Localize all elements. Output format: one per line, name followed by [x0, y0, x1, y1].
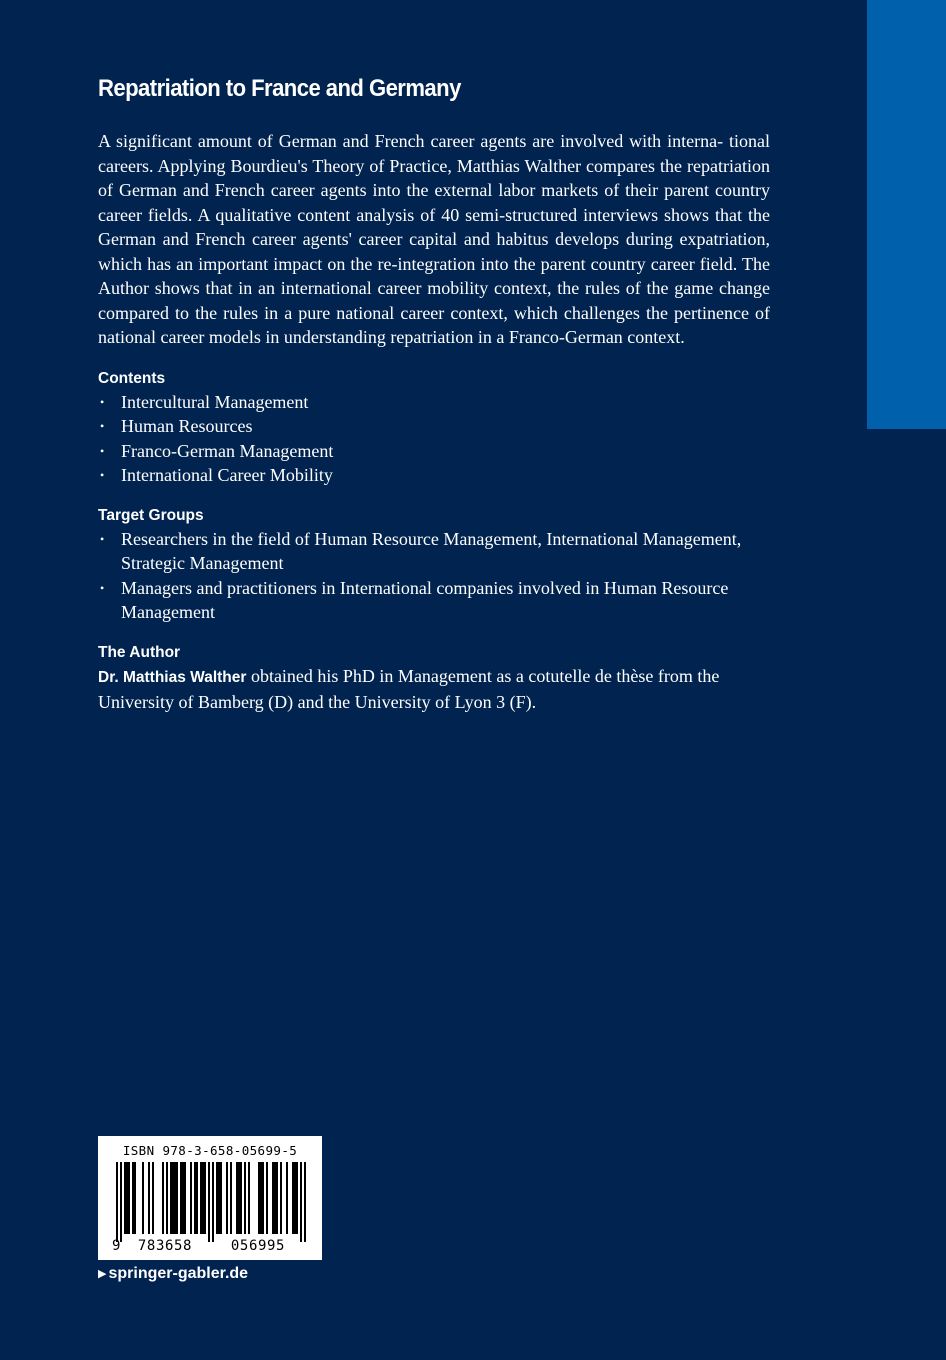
barcode-bar — [120, 1162, 122, 1242]
barcode-bar — [176, 1162, 178, 1234]
barcode-bar — [294, 1162, 296, 1234]
barcode-bar — [280, 1162, 282, 1234]
book-blurb: A significant amount of German and French career agents are involved with interna- tional careers. Applying Bourdieu's Theory of Practice, Matthias Walther compares the repatriation of German and French career agents into the external labor markets of their parent country career fields. A qualitative content analysis of 40 semi-structured interviews shows that the German and French career agents' career capital and habitus develops during expatriation, which has an important impact on the re-integration into the parent country career field. The Author shows that in an international career mobility context, the rules of the game change compared to the rules in a pure national career context, which challenges the pertinence of national career models in understanding repatriation in a Franco-German context. — [98, 131, 770, 347]
barcode-bar — [194, 1162, 196, 1234]
side-accent-bar — [867, 0, 946, 429]
list-item: • Intercultural Management — [98, 390, 770, 415]
barcode-digits-right: 056995 — [230, 1238, 286, 1254]
barcode-bar — [216, 1162, 218, 1234]
barcode-bar — [204, 1162, 206, 1234]
barcode-bar — [190, 1162, 192, 1234]
target-groups-heading: Target Groups — [98, 506, 204, 524]
isbn-label: ISBN 978-3-658-05699-5 — [122, 1143, 298, 1158]
list-item: • Franco-German Management — [98, 439, 770, 464]
barcode-bar — [148, 1162, 150, 1234]
barcode-graphic — [98, 1136, 322, 1260]
barcode-bar — [126, 1162, 128, 1234]
barcode-bar — [196, 1162, 198, 1234]
author-bio — [98, 664, 770, 715]
barcode-bar — [236, 1162, 238, 1234]
barcode-bar — [128, 1162, 130, 1234]
list-item: • International Career Mobility — [98, 463, 770, 488]
barcode-bar — [220, 1162, 222, 1234]
barcode-bar — [266, 1162, 268, 1234]
author-bio-text: obtained his PhD in Management as a cotutelle de thèse from the University of Bamberg (D) and the University of Lyon 3 (F). — [98, 665, 720, 712]
barcode-bar — [276, 1162, 278, 1234]
isbn-barcode — [98, 1136, 322, 1260]
barcode-bar — [212, 1162, 214, 1242]
author-heading: The Author — [98, 643, 181, 661]
back-cover-content — [98, 72, 770, 715]
barcode-bar — [180, 1162, 182, 1234]
barcode-bar — [218, 1162, 220, 1234]
barcode-bar — [184, 1162, 186, 1234]
barcode-bar — [132, 1162, 134, 1234]
barcode-bar — [260, 1162, 262, 1234]
barcode-bar — [162, 1162, 164, 1234]
barcode-bar — [296, 1162, 298, 1234]
bullet-icon: • — [100, 468, 105, 482]
barcode-bar — [258, 1162, 260, 1234]
website-label: springer-gabler.de — [108, 1265, 249, 1282]
barcode-bar — [304, 1162, 306, 1242]
barcode-bar — [170, 1162, 172, 1234]
barcode-bar — [208, 1162, 210, 1242]
contents-list — [98, 390, 770, 488]
list-item: • Human Resources — [98, 414, 770, 439]
barcode-bar — [230, 1162, 232, 1234]
barcode-bar — [238, 1162, 240, 1234]
barcode-bar — [124, 1162, 126, 1234]
list-item: • Researchers in the field of Human Resource Management, International Management, Strategic Management — [100, 528, 742, 573]
barcode-bar — [272, 1162, 274, 1234]
barcode-bar — [274, 1162, 276, 1234]
barcode-bar — [240, 1162, 242, 1234]
barcode-bar — [182, 1162, 184, 1234]
list-item: • Managers and practitioners in International companies involved in Human Resource Management — [100, 577, 729, 622]
contents-heading: Contents — [98, 369, 166, 387]
bullet-icon: • — [100, 419, 105, 433]
barcode-bar — [152, 1162, 154, 1234]
barcode-bar — [248, 1162, 250, 1234]
barcode-bar — [134, 1162, 136, 1234]
play-arrow-icon: ▶ — [98, 1268, 107, 1280]
author-name: Dr. Matthias Walther — [98, 668, 247, 686]
barcode-bar — [116, 1162, 118, 1242]
barcode-bar — [292, 1162, 294, 1234]
barcode-bar — [226, 1162, 228, 1234]
publisher-website — [98, 1264, 248, 1284]
barcode-bar — [200, 1162, 202, 1234]
barcode-bar — [202, 1162, 204, 1234]
bullet-icon: • — [100, 394, 105, 409]
barcode-bar — [300, 1162, 302, 1242]
target-groups-list — [98, 527, 770, 625]
barcode-bar — [142, 1162, 144, 1234]
barcode-digit-lead: 9 — [112, 1238, 121, 1254]
barcode-bar — [174, 1162, 176, 1234]
barcode-bar — [166, 1162, 168, 1234]
bullet-icon: • — [100, 580, 105, 595]
barcode-bar — [244, 1162, 246, 1234]
bullet-icon: • — [100, 531, 105, 546]
barcode-bar — [286, 1162, 288, 1234]
barcode-bars — [116, 1162, 306, 1242]
barcode-bar — [262, 1162, 264, 1234]
bullet-icon: • — [100, 443, 105, 458]
barcode-bar — [172, 1162, 174, 1234]
barcode-digits-left: 783658 — [137, 1238, 193, 1254]
book-title: Repatriation to France and Germany — [98, 75, 461, 102]
